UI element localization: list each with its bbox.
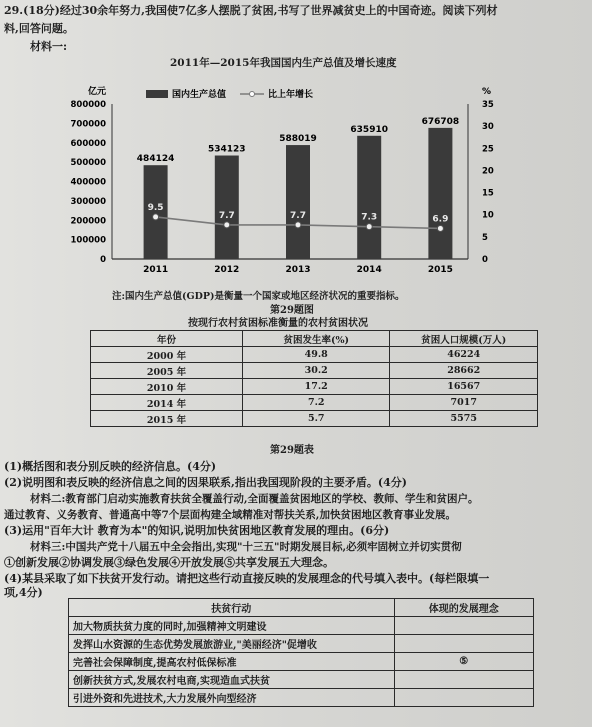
left-tick-label: 0 xyxy=(100,255,106,265)
growth-point xyxy=(153,214,159,220)
right-tick-label: 30 xyxy=(482,122,494,133)
growth-value-label: 6.9 xyxy=(432,214,449,225)
right-tick-label: 15 xyxy=(482,188,494,199)
right-tick-label: 10 xyxy=(482,210,494,221)
right-tick-label: 20 xyxy=(482,166,494,177)
table-row xyxy=(69,635,534,653)
material2-line1: 材料二:教育部门启动实施教育扶贫全覆盖行动,全面覆盖贫困地区的学校、教师、学生和贫困户。 xyxy=(30,493,479,505)
question-3: (3)运用"百年大计 教育为本"的知识,说明加快贫困地区教育发展的理由。(6分) xyxy=(4,524,390,537)
left-axis-unit: 亿元 xyxy=(88,87,107,97)
table-cell: 7017 xyxy=(390,395,538,411)
table-row xyxy=(91,347,538,363)
table-cell: 16567 xyxy=(390,379,538,395)
x-tick-label: 2015 xyxy=(427,265,453,275)
table-cell: 7.2 xyxy=(242,395,390,411)
material3-line1: 材料三:中国共产党十八届五中全会指出,实现"十三五"时期发展目标,必须牢固树立并切实贯彻 xyxy=(30,541,462,553)
gdp-bar xyxy=(215,156,239,259)
x-tick-label: 2012 xyxy=(214,265,240,275)
right-tick-label: 25 xyxy=(482,144,494,155)
table-header-row xyxy=(91,331,538,347)
table1-title: 按现行农村贫困标准衡量的农村贫困状况 xyxy=(188,318,368,329)
left-tick-label: 300000 xyxy=(70,196,106,207)
concept-answer-cell[interactable] xyxy=(394,635,534,653)
growth-point xyxy=(437,225,443,231)
growth-value-label: 7.7 xyxy=(290,210,306,221)
chart-caption: 第29题图 xyxy=(270,305,314,316)
table-cell: 2014 年 xyxy=(91,395,243,411)
table-cell: 2005 年 xyxy=(91,363,243,379)
left-tick-label: 100000 xyxy=(70,235,106,246)
table-header-concept: 体现的发展理念 xyxy=(394,599,534,617)
x-tick-label: 2011 xyxy=(143,265,169,275)
question-intro-line1: 29.(18分)经过30余年努力,我国使7亿多人摆脱了贫困,书写了世界减贫史上的中国奇迹。阅读下列材 xyxy=(4,4,498,17)
table-row xyxy=(91,395,538,411)
question-4-line2: 项,4分) xyxy=(4,586,43,599)
chart-note: 注:国内生产总值(GDP)是衡量一个国家或地区经济状况的重要指标。 xyxy=(112,291,405,302)
material1-label: 材料一: xyxy=(30,40,68,53)
gdp-growth-chart xyxy=(50,62,510,287)
x-tick-label: 2014 xyxy=(356,265,382,275)
x-tick-label: 2013 xyxy=(285,265,311,275)
table-row xyxy=(69,671,534,689)
gdp-value-label: 484124 xyxy=(136,154,175,165)
table-header-population: 贫困人口规模(万人) xyxy=(390,331,538,347)
gdp-value-label: 588019 xyxy=(279,134,317,145)
growth-point xyxy=(295,222,301,228)
legend-label-growth: 比上年增长 xyxy=(268,90,314,100)
table-cell: 2000 年 xyxy=(91,347,243,363)
question-4-line1: (4)某县采取了如下扶贫开发行动。请把这些行动直接反映的发展理念的代号填入表中。(每栏限填一 xyxy=(4,572,490,585)
left-tick-label: 800000 xyxy=(70,100,106,110)
left-tick-label: 400000 xyxy=(70,177,106,188)
question-intro-line2: 料,回答问题。 xyxy=(4,22,74,35)
growth-value-label: 7.7 xyxy=(218,210,235,221)
growth-value-label: 7.3 xyxy=(361,212,378,223)
table-row xyxy=(91,363,538,379)
table-cell: 28662 xyxy=(390,363,538,379)
chart-title: 2011年—2015年我国国内生产总值及增长速度 xyxy=(170,57,397,69)
concept-answer-cell[interactable] xyxy=(394,671,534,689)
table-cell: 30.2 xyxy=(242,363,390,379)
left-tick-label: 700000 xyxy=(70,119,106,130)
legend-marker-growth xyxy=(250,92,255,97)
table-header-action: 扶贫行动 xyxy=(69,599,395,617)
table-row xyxy=(69,653,534,671)
growth-point xyxy=(224,222,230,228)
material3-line2: ①创新发展②协调发展③绿色发展④开放发展⑤共享发展五大理念。 xyxy=(4,556,334,569)
left-tick-label: 600000 xyxy=(70,138,106,149)
action-cell: 创新扶贫方式,发展农村电商,实现造血式扶贫 xyxy=(69,671,395,689)
table-cell: 5.7 xyxy=(242,411,390,427)
right-tick-label: 0 xyxy=(482,255,488,265)
concept-answer-cell[interactable] xyxy=(394,689,534,707)
table-cell: 5575 xyxy=(390,411,538,427)
left-tick-label: 200000 xyxy=(70,216,106,227)
table-row xyxy=(91,411,538,427)
legend-swatch-gdp xyxy=(146,90,168,98)
poverty-action-table xyxy=(68,598,534,707)
legend-label-gdp: 国内生产总值 xyxy=(172,90,227,100)
right-axis-unit: % xyxy=(482,87,492,97)
left-tick-label: 500000 xyxy=(70,158,106,169)
table-cell: 49.8 xyxy=(242,347,390,363)
action-cell: 完善社会保障制度,提高农村低保标准 xyxy=(69,653,395,671)
gdp-bar xyxy=(357,136,381,259)
table-header-year: 年份 xyxy=(91,331,243,347)
action-cell: 发挥山水资源的生态优势发展旅游业,"美丽经济"促增收 xyxy=(69,635,395,653)
table-cell: 2015 年 xyxy=(91,411,243,427)
right-tick-label: 35 xyxy=(482,100,494,110)
table-row xyxy=(69,689,534,707)
gdp-value-label: 534123 xyxy=(208,144,246,155)
growth-point xyxy=(366,224,372,230)
concept-answer-cell[interactable] xyxy=(394,617,534,635)
poverty-table xyxy=(90,330,538,427)
question-1: (1)概括图和表分别反映的经济信息。(4分) xyxy=(4,460,217,473)
gdp-bar xyxy=(428,128,452,259)
action-cell: 引进外资和先进技术,大力发展外向型经济 xyxy=(69,689,395,707)
material2-line2: 通过教育、义务教育、普通高中等7个层面构建全域精准对帮扶关系,加快贫困地区教育事业发展。 xyxy=(4,509,456,521)
table-row xyxy=(69,617,534,635)
gdp-value-label: 635910 xyxy=(350,124,388,135)
table-cell: 17.2 xyxy=(242,379,390,395)
right-tick-label: 5 xyxy=(482,232,488,243)
table-cell: 46224 xyxy=(390,347,538,363)
table-row xyxy=(91,379,538,395)
table-cell: 2010 年 xyxy=(91,379,243,395)
action-cell: 加大物质扶贫力度的同时,加强精神文明建设 xyxy=(69,617,395,635)
table1-caption: 第29题表 xyxy=(270,445,314,456)
concept-answer-cell[interactable]: ⑤ xyxy=(394,653,534,671)
growth-value-label: 9.5 xyxy=(147,202,164,213)
gdp-bar xyxy=(286,145,310,259)
table-header-rate: 贫困发生率(%) xyxy=(242,331,390,347)
table-header-row xyxy=(69,599,534,617)
question-2: (2)说明图和表反映的经济信息之间的因果联系,指出我国现阶段的主要矛盾。(4分) xyxy=(4,476,407,489)
gdp-value-label: 676708 xyxy=(421,116,460,127)
